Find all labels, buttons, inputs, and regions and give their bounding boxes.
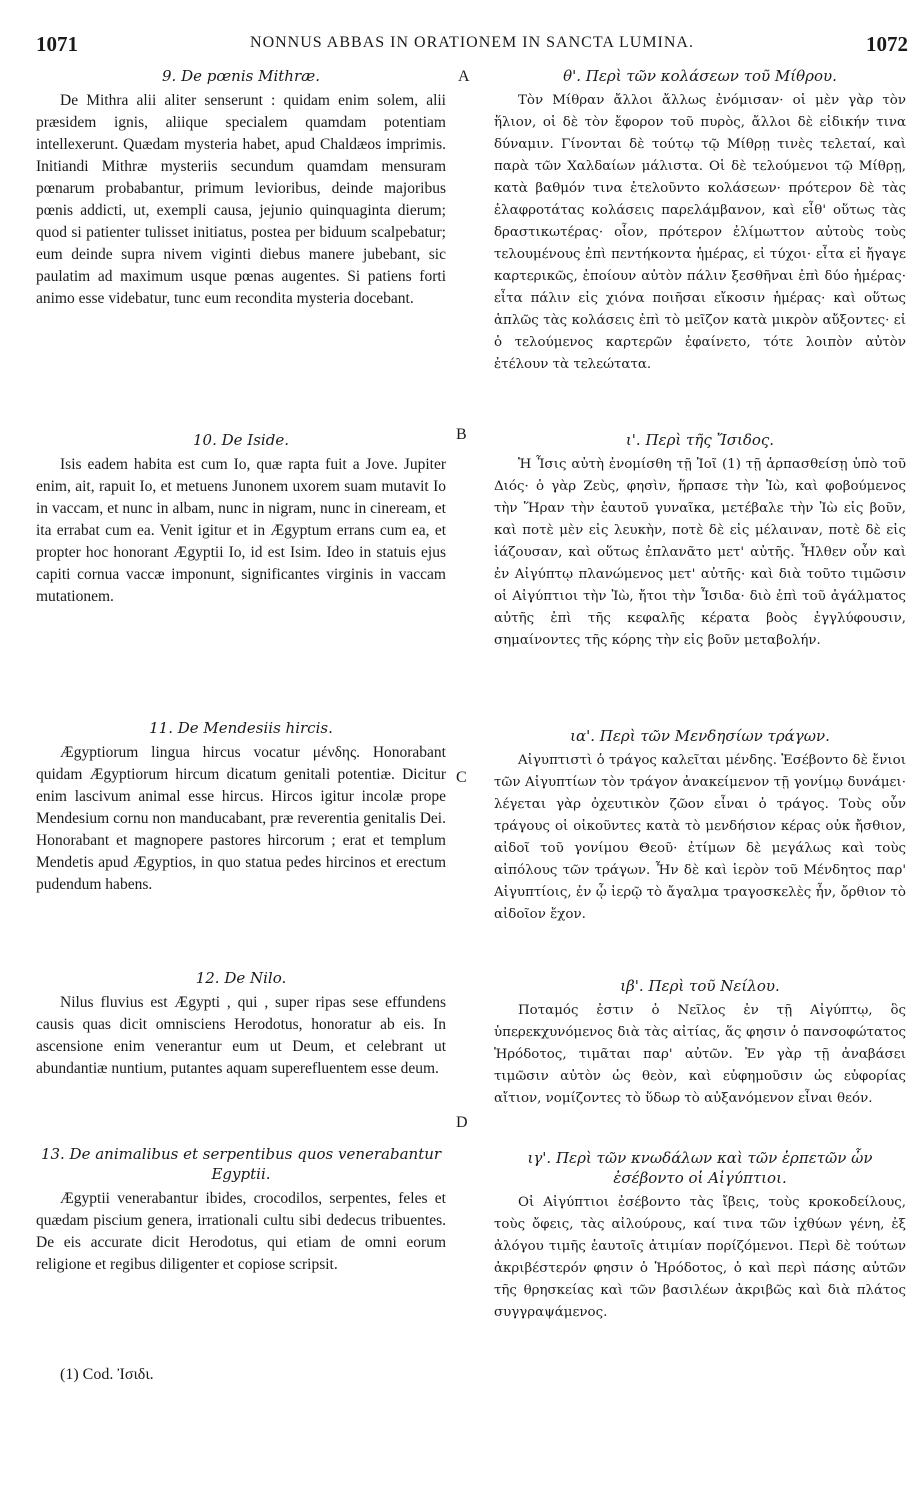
section-heading: 9. De pœnis Mithræ. — [162, 67, 320, 85]
section-text: Ἡ Ἶσις αὐτὴ ἐνομίσθη τῇ Ἰοῖ (1) τῇ ἁρπασθείσῃ ὑπὸ τοῦ Διός· ὁ γὰρ Ζεὺς, φησὶν, ἥρπασε τὴν Ἰὼ, καὶ φοβούμενος τὴν Ἥραν τὴν ἑαυτοῦ γυναῖκα, μετέβαλε τὴν Ἰὼ εἰς βοῦν, καὶ ποτὲ μὲν εἰς λευκὴν, ποτὲ δὲ εἰς μέλαιναν, ποτὲ δὲ εἰς ἰάζουσαν, καὶ οὕτως ἐπλανᾶτο μετ' αὐτῆς. Ἦλθεν οὖν καὶ ἐν Αἰγύπτῳ πλανώμενος μετ' αὐτῆς· καὶ διὰ τοῦτο τιμῶσιν οἱ Αἰγύπτιοι τὴν Ἰὼ, ἤτοι τὴν Ἶσιδα· διὸ ἐπὶ τοῦ ἀγάλματος αὐτῆς ἐπὶ τῆς κεφαλῆς κέρατα βοὸς ἐγγλύφουσιν, σημαίνοντες τῆς κόρης τὴν εἰς βοῦν μεταβολήν. — [494, 457, 906, 648]
section-text: Αἰγυπτιστὶ ὁ τράγος καλεῖται μένδης. Ἐσέβοντο δὲ ἔνιοι τῶν Αἰγυπτίων τὸν τράγον ἀνακείμενον τῇ γονίμῳ δυνάμει· λέγεται γὰρ ὀχευτικὸν ζῶον εἶναι ὁ τράγος. Τοὺς οὖν τράγους οἱ οἰκοῦντες κατὰ τὸ μενδήσιον κέρας οὐκ ἤσθιον, αἰδοῖ τοῦ γονίμου Θεοῦ· ἐτίμων δὲ μεγάλως καὶ τοὺς αἰπόλους τῶν τράγων. Ἦν δὲ καὶ ἱερὸν τοῦ Μένδητος παρ' Αἰγυπτίοις, ἐν ᾧ ἱερῷ τὸ ἄγαλμα τραγοσκελὲς ἦν, ὄρθιον τὸ αἰδοῖον ἔχον. — [494, 753, 906, 922]
margin-marker-b: B — [456, 426, 467, 443]
latin-section-13 — [36, 1144, 446, 1276]
latin-section-11 — [36, 718, 446, 896]
latin-section-12 — [36, 968, 446, 1080]
footnote: (1) Cod. Ἰσιδι. — [60, 1366, 154, 1383]
section-heading: 11. De Mendesiis hircis. — [149, 719, 333, 737]
page-number-right: 1072 — [866, 32, 908, 56]
margin-marker-a: A — [458, 68, 470, 85]
greek-section-10 — [494, 430, 906, 652]
section-heading: 12. De Nilo. — [195, 969, 287, 987]
page-number-left: 1071 — [36, 32, 78, 56]
section-text: Nilus fluvius est Ægypti , qui , super ripas sese effundens causis quas dicit omnisciens Herodotus, honoratur ab eis. In ascensione enim venerantur eum ut Deum, et celebrant ut abundantiæ nuntium, putantes aquam superefluentem esse deum. — [36, 994, 446, 1077]
running-title: NONNUS ABBAS IN ORATIONEM IN SANCTA LUMINA. — [250, 34, 694, 51]
greek-section-9 — [494, 66, 906, 376]
section-text: Οἱ Αἰγύπτιοι ἐσέβοντο τὰς ἴβεις, τοὺς κροκοδείλους, τοὺς ὄφεις, τὰς αἰλούρους, καί τινα τῶν ἰχθύων γένη, ἐξ ἀλόγου τιμῆς ἑαυτοῖς ἀτιμίαν πορίζόμενοι. Περὶ δὲ τούτων ἀκριβέστερόν φησιν ὁ Ἡρόδοτος, ὁ καὶ περὶ πάσης αὐτῶν τῆς θρησκείας καὶ τῶν βασιλέων ἀκριβῶς καὶ διὰ πλάτος συγγραψάμενος. — [494, 1195, 906, 1320]
section-heading: ιγ'. Περὶ τῶν κνωδάλων καὶ τῶν ἑρπετῶν ὧν ἐσέβοντο οἱ Αἰγύπτιοι. — [527, 1149, 873, 1187]
latin-section-10 — [36, 430, 446, 608]
latin-section-9 — [36, 66, 446, 310]
section-text: Isis eadem habita est cum Io, quæ rapta fuit a Jove. Jupiter enim, ait, rapuit Io, et metuens Junonem uxorem suam mutavit Io in vaccam, et nunc in albam, nunc in nigram, nunc in cineream, et ita errabat cum ea. Venit igitur et in Ægyptum errans cum ea, et propter hoc honorant Ægyptii Io, id est Isim. Ideo in statuis ejus capiti cornua vaccæ imponunt, significantes virginis in vaccam mutationem. — [36, 456, 446, 605]
section-text: Ægyptiorum lingua hircus vocatur μένδης. Honorabant quidam Ægyptiorum hircum dicatum genitali potentiæ. Dicitur enim lascivum animal esse hircus. Hircos igitur incolæ prope Mendesium cornu non manducabant, præ reverentia genitalis Dei. Honorabant et magnopere pastores hircorum ; erat et templum Mendetis apud Ægyptios, in quo statua pedes hircinos et erectum pudendum habens. — [36, 744, 446, 893]
section-heading: ια'. Περὶ τῶν Μενδησίων τράγων. — [570, 727, 830, 745]
section-heading: ι'. Περὶ τῆς Ἴσιδος. — [625, 431, 775, 449]
section-text: Ægyptii venerabantur ibides, crocodilos, serpentes, feles et quædam piscium genera, irrationali cultu sibi dedecus tribuentes. De eis accurate dicit Herodotus, qui etiam de omni eorum religione et regibus diligenter et copiose scripsit. — [36, 1190, 446, 1273]
greek-section-12 — [494, 976, 906, 1110]
section-heading: ιβ'. Περὶ τοῦ Νείλου. — [620, 977, 780, 995]
section-text: De Mithra alii aliter senserunt : quidam enim solem, alii præsidem ignis, aliique specialem quamdam potentiam intellexerunt. Quædam mysteria habet, apud Chaldæos imprimis. Initiandi Mithræ mysteriis secundum quamdam mensuram pœnarum probabantur, primum levioribus, deinde majoribus pœnis addicti, ut, exempli causa, jejunio quinquaginta dierum; quod si patienter tulisset initiatus, postea per biduum scalpebatur; eum deinde supra nivem viginti diebus manere jubebant, sic paulatim ad maximum usque pœnas augentes. Si patiens forti animo esse videbatur, tunc eum recondita mysteria docebant. — [36, 92, 446, 307]
running-header — [36, 32, 908, 58]
section-text: Τὸν Μίθραν ἄλλοι ἄλλως ἐνόμισαν· οἱ μὲν γὰρ τὸν ἥλιον, οἱ δὲ τὸν ἔφορον τοῦ πυρὸς, ἄλλοι δὲ εἰδικήν τινα δύναμιν. Γίνονται δὲ τούτῳ τῷ Μίθρῃ τινὲς τελεταί, καὶ παρὰ τῶν Χαλδαίων μάλιστα. Οἱ δὲ τελούμενοι τῷ Μίθρῃ, κατὰ βαθμόν τινα ἐτελοῦντο κολάσεων· πρότερον δὲ τὰς ἐλαφροτάτας κολάσεις παρελάμβανον, καὶ εἶθ' οὕτως τὰς δραστικωτέρας· οἷον, πρότερον ἐλίμωττον αὐτοὺς τοὺς τελουμένους ἐπὶ πεντήκοντα ἡμέρας, εἰ τύχοι· εἶτα εἰ ἤγαγε καρτερικῶς, ἐποίουν αὐτὸν πάλιν ξεσθῆναι ἐπὶ δύο ἡμέρας· εἶτα πάλιν εἰς χιόνα ποιῆσαι εἴκοσιν ἡμέρας· καὶ οὕτως ἁπλῶς τὰς κολάσεις ἐπὶ τὸ μεῖζον κατὰ μικρὸν αὔξοντες· εἰ ὁ τελούμενος καρτερῶν ἐφαίνετο, τότε λοιπὸν αὐτὸν ἐτέλουν τὰ τελεώτατα. — [494, 93, 906, 372]
section-text: Ποταμός ἐστιν ὁ Νεῖλος ἐν τῇ Αἰγύπτῳ, ὃς ὑπερεκχυνόμενος διὰ τὰς αἰτίας, ἅς φησιν ὁ πανσοφώτατος Ἡρόδοτος, τιμᾶται παρ' αὐτῶν. Ἐν γὰρ τῇ ἀναβάσει τιμῶσιν αὐτὸν ὡς θεὸν, καὶ εὐφημοῦσιν ὡς εὐφορίας αἴτιον, νομίζοντες τὸ ὕδωρ τὸ αὐξανόμενον εἶναι θεόν. — [494, 1003, 906, 1106]
section-heading: 10. De Iside. — [193, 431, 289, 449]
section-heading: 13. De animalibus et serpentibus quos venerabantur Egyptii. — [40, 1145, 442, 1183]
margin-marker-c: C — [456, 769, 467, 786]
greek-section-13 — [494, 1148, 906, 1324]
greek-section-11 — [494, 726, 906, 926]
section-heading: θ'. Περὶ τῶν κολάσεων τοῦ Μίθρου. — [563, 67, 837, 85]
margin-marker-d: D — [456, 1114, 468, 1131]
